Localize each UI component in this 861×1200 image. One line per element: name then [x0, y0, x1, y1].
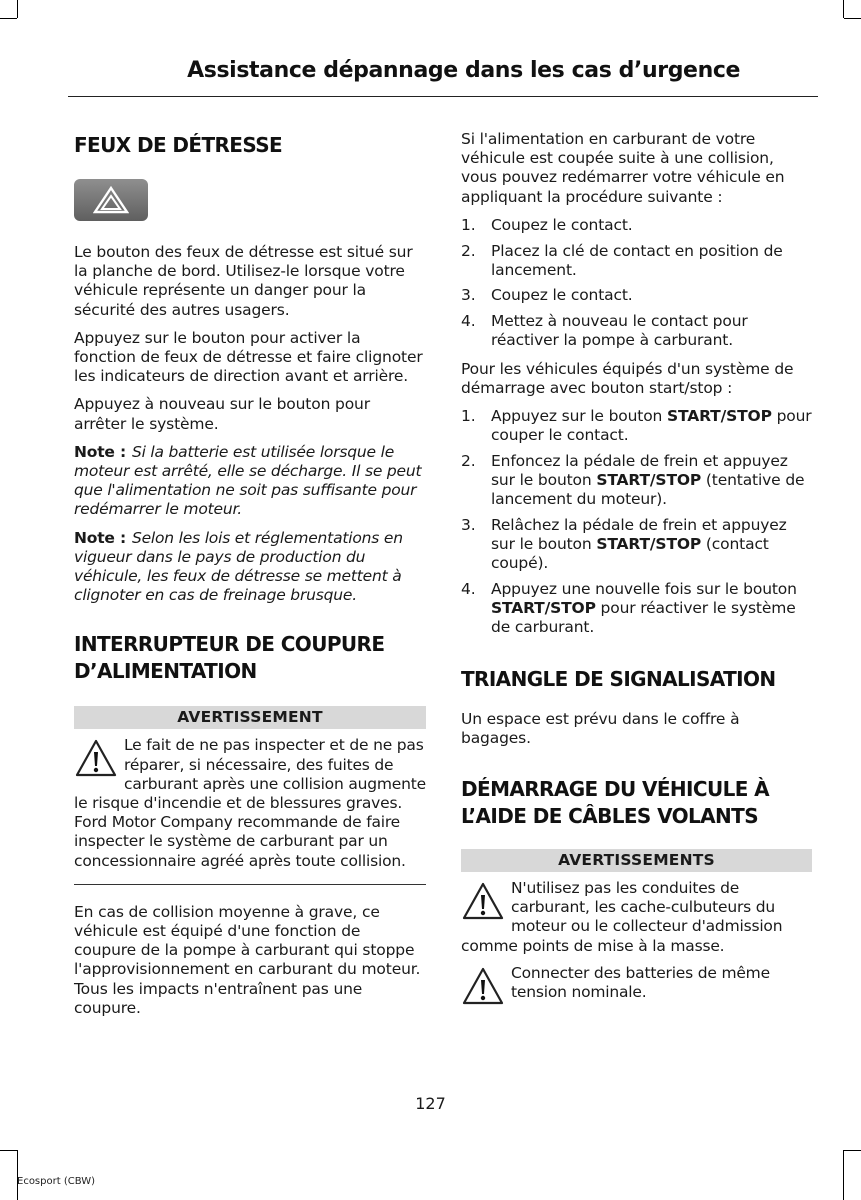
list-item-number: 4.	[461, 580, 476, 599]
button-name: START/STOP	[596, 471, 702, 490]
crop-mark	[0, 1150, 17, 1151]
list-item-text: Enfoncez la pédale de frein et appuyez sur le bouton	[491, 451, 788, 490]
right-column	[461, 130, 812, 1008]
warning-triangle-icon	[74, 738, 118, 778]
list-item-text: pour réactiver le système de carburant.	[491, 599, 796, 637]
list-item-number: 2.	[461, 451, 476, 470]
heading-line: DÉMARRAGE DU VÉHICULE À	[461, 777, 770, 802]
list-item	[461, 516, 812, 574]
crop-mark	[844, 1150, 861, 1151]
paragraph: Le bouton des feux de détresse est situé sur la planche de bord. Utilisez-le lorsque votre véhicule représente un danger pour la sécurité des autres usagers.	[74, 243, 413, 319]
list-item-text: Mettez à nouveau le contact pour réactiver la pompe à carburant.	[491, 312, 748, 350]
crop-mark	[843, 1150, 844, 1200]
warning-triangle-icon	[461, 881, 505, 921]
list-item-number: 2.	[461, 241, 476, 260]
footer-model-label: Ecosport (CBW)	[17, 1176, 95, 1187]
list-item	[461, 312, 812, 350]
warning-text: Connecter des batteries de même tension nominale.	[511, 963, 770, 1002]
crop-mark	[0, 18, 17, 19]
section-heading-hazard-lights: FEUX DE DÉTRESSE	[74, 133, 283, 157]
list-item-text: Relâchez la pédale de frein et appuyez sur le bouton	[491, 515, 787, 554]
button-name: START/STOP	[491, 599, 596, 618]
page-number: 127	[415, 1094, 446, 1113]
list-item-number: 4.	[461, 312, 476, 331]
list-item-number: 1.	[461, 215, 476, 234]
page-header-title: Assistance dépannage dans les cas d’urgence	[187, 58, 740, 83]
note	[74, 529, 426, 606]
crop-mark	[17, 0, 18, 18]
heading-line: L’AIDE DE CÂBLES VOLANTS	[461, 804, 759, 829]
note	[74, 443, 426, 520]
paragraph: Appuyez à nouveau sur le bouton pour arrêter le système.	[74, 395, 370, 433]
section-heading-fuel-cutoff	[74, 631, 426, 685]
list-item	[461, 580, 812, 638]
warning-block	[461, 879, 812, 956]
crop-mark	[843, 0, 844, 18]
warning-block	[74, 736, 426, 870]
warning-title-bar: AVERTISSEMENT	[74, 706, 426, 729]
warnings-title-bar: AVERTISSEMENTS	[461, 849, 812, 872]
hazard-warning-button-icon	[74, 179, 148, 221]
paragraph: Un espace est prévu dans le coffre à bagages.	[461, 709, 740, 747]
list-item	[461, 286, 812, 305]
note-text: Selon les lois et réglementations en vigueur dans le pays de production du véhicule, les feux de détresse se mettent à clignoter en cas de freinage brusque.	[74, 528, 403, 605]
crop-mark	[17, 1150, 18, 1200]
warning-triangle-icon	[461, 966, 505, 1006]
heading-line: INTERRUPTEUR DE COUPURE	[74, 632, 385, 657]
paragraph: Pour les véhicules équipés d'un système de démarrage avec bouton start/stop :	[461, 359, 794, 397]
list-item-text: (tentative de lancement du moteur).	[491, 471, 805, 509]
left-column	[74, 130, 426, 1027]
list-item-number: 1.	[461, 406, 476, 425]
header-divider	[68, 96, 818, 97]
list-item-text: Coupez le contact.	[491, 215, 633, 234]
list-item	[461, 452, 812, 510]
crop-mark	[844, 18, 861, 19]
list-item-text: Appuyez une nouvelle fois sur le bouton	[491, 580, 797, 599]
button-name: START/STOP	[667, 406, 772, 425]
list-item-text: Appuyez sur le bouton	[491, 406, 668, 425]
note-label: Note :	[74, 442, 126, 461]
button-name: START/STOP	[596, 535, 702, 554]
list-item	[461, 216, 812, 235]
section-heading-jump-start	[461, 776, 812, 830]
list-item-text: Coupez le contact.	[491, 286, 633, 305]
list-item	[461, 407, 812, 445]
section-heading-warning-triangle: TRIANGLE DE SIGNALISATION	[461, 666, 776, 691]
startstop-steps-list	[461, 407, 812, 638]
note-text: Si la batterie est utilisée lorsque le moteur est arrêté, elle se décharge. Il se peut que l'alimentation ne soit pas suffisante pour redémarrer le moteur.	[74, 442, 422, 519]
list-item-number: 3.	[461, 515, 476, 534]
warning-divider	[74, 884, 426, 885]
list-item-text: Placez la clé de contact en position de lancement.	[491, 241, 783, 279]
list-item	[461, 242, 812, 280]
list-item-number: 3.	[461, 286, 476, 305]
paragraph: En cas de collision moyenne à grave, ce véhicule est équipé d'une fonction de coupure de la pompe à carburant qui stoppe l'approvisionnement en carburant du moteur. Tous les impacts n'entraînent pas une coupure.	[74, 902, 421, 1017]
restart-steps-list	[461, 216, 812, 351]
warning-text: N'utilisez pas les conduites de carburant, les cache-culbuteurs du moteur ou le collecteur d'admission comme points de mise à la masse.	[461, 879, 783, 955]
warning-text: Le fait de ne pas inspecter et de ne pas réparer, si nécessaire, des fuites de carburant après une collision augmente le risque d'incendie et de blessures graves. Ford Motor Company recommande de faire inspecter le système de carburant par un concessionnaire agréé après toute collision.	[74, 736, 426, 870]
paragraph: Si l'alimentation en carburant de votre véhicule est coupée suite à une collision, vous pouvez redémarrer votre véhicule en appliquant la procédure suivante :	[461, 130, 785, 206]
paragraph: Appuyez sur le bouton pour activer la fonction de feux de détresse et faire clignoter les indicateurs de direction avant et arrière.	[74, 328, 423, 386]
warning-block	[461, 964, 812, 1002]
note-label: Note :	[74, 528, 126, 547]
list-item-text: (contact coupé).	[491, 535, 769, 573]
list-item-text: pour couper le contact.	[491, 406, 812, 445]
heading-line: D’ALIMENTATION	[74, 659, 257, 684]
